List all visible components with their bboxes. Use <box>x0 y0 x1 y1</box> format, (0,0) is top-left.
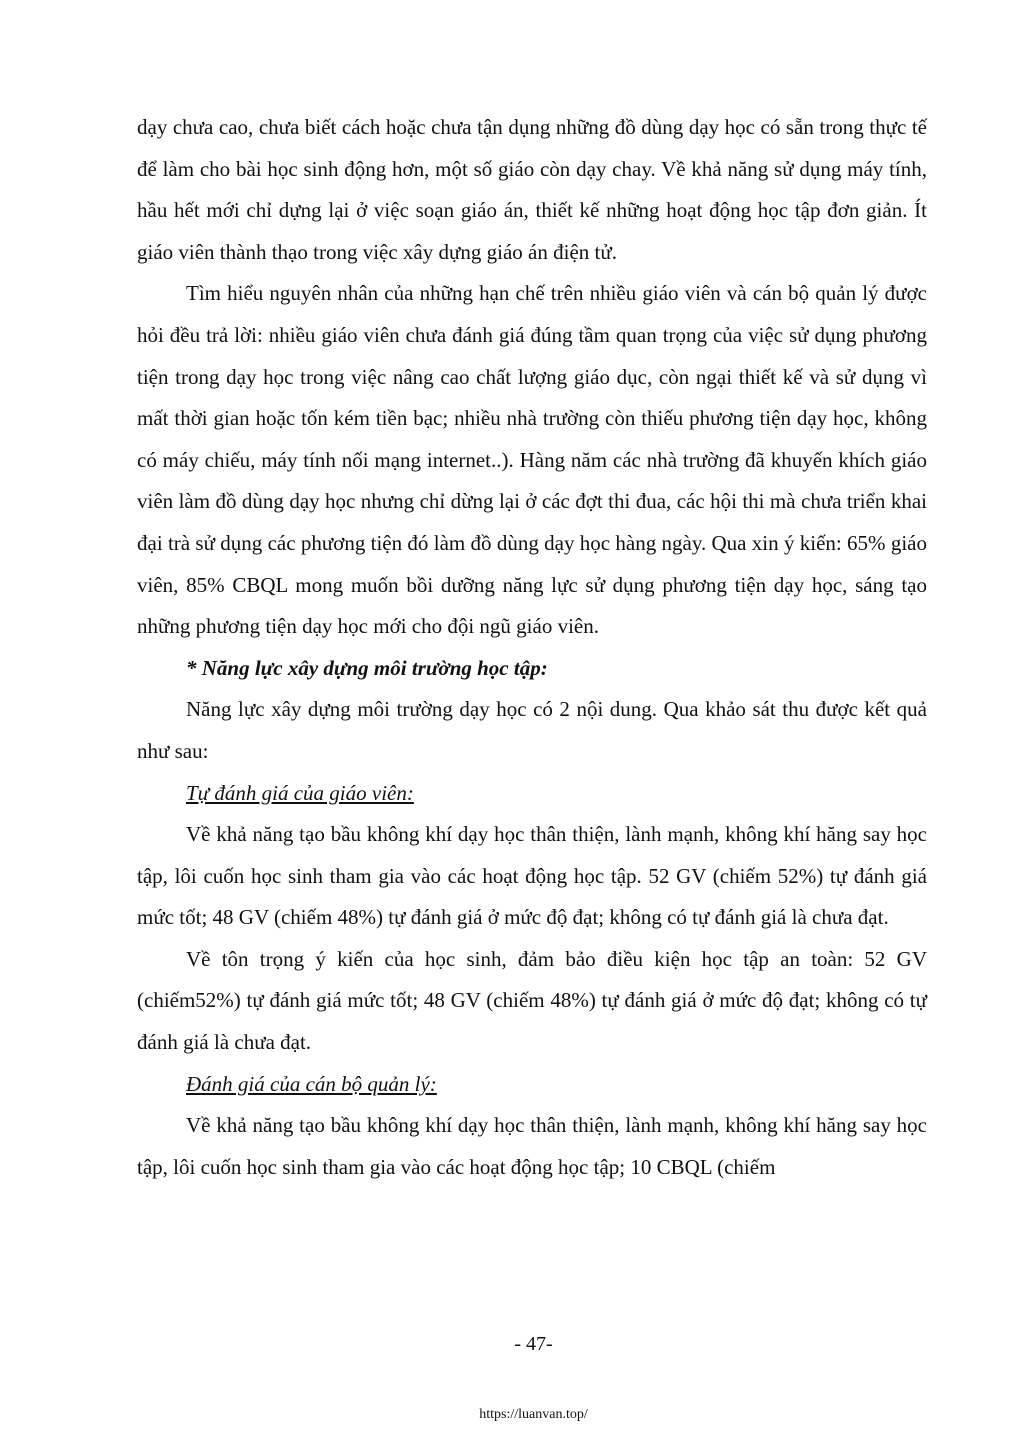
footer-url: https://luanvan.top/ <box>479 1407 588 1422</box>
subheading-teacher-self-assessment-wrapper <box>137 773 927 815</box>
document-body <box>137 107 927 1188</box>
paragraph-causes: Tìm hiểu nguyên nhân của những hạn chế trên nhiều giáo viên và cán bộ quản lý được hỏi đều trả lời: nhiều giáo viên chưa đánh giá đúng tầm quan trọng của việc sử dụng phương tiện trong dạy học trong việc nâng cao chất lượng giáo dục, còn ngại thiết kế và sử dụng vì mất thời gian hoặc tốn kém tiền bạc; nhiều nhà trường còn thiếu phương tiện dạy học, không có máy chiếu, máy tính nối mạng internet..). Hàng năm các nhà trường đã khuyến khích giáo viên làm đồ dùng dạy học nhưng chỉ dừng lại ở các đợt thi đua, các hội thi mà chưa triển khai đại trà sử dụng các phương tiện đó làm đồ dùng dạy học hàng ngày. Qua xin ý kiến: 65% giáo viên, 85% CBQL mong muốn bồi dưỡng năng lực sử dụng phương tiện dạy học, sáng tạo những phương tiện dạy học mới cho đội ngũ giáo viên. <box>137 281 927 639</box>
subheading-teacher-self-assessment: Tự đánh giá của giáo viên: <box>186 780 414 805</box>
subheading-manager-assessment: Đánh giá của cán bộ quản lý: <box>186 1071 437 1096</box>
page-number: - 47- <box>514 1333 553 1355</box>
paragraph-manager-atmosphere: Về khả năng tạo bầu không khí dạy học thân thiện, lành mạnh, không khí hăng say học tập, lôi cuốn học sinh tham gia vào các hoạt động học tập; 10 CBQL (chiếm <box>137 1113 927 1179</box>
paragraph-intro-continued: dạy chưa cao, chưa biết cách hoặc chưa tận dụng những đồ dùng dạy học có sẵn trong thực tế để làm cho bài học sinh động hơn, một số giáo còn dạy chay. Về khả năng sử dụng máy tính, hầu hết mới chỉ dựng lại ở việc soạn giáo án, thiết kế những hoạt động học tập đơn giản. Ít giáo viên thành thạo trong việc xây dựng giáo án điện tử. <box>137 115 927 264</box>
subheading-manager-assessment-wrapper <box>137 1064 927 1106</box>
paragraph-environment-intro: Năng lực xây dựng môi trường dạy học có 2 nội dung. Qua khảo sát thu được kết quả như sau: <box>137 697 927 763</box>
paragraph-teacher-respect: Về tôn trọng ý kiến của học sinh, đảm bảo điều kiện học tập an toàn: 52 GV (chiếm52%) tự đánh giá mức tốt; 48 GV (chiếm 48%) tự đánh giá ở mức độ đạt; không có tự đánh giá là chưa đạt. <box>137 946 927 1055</box>
paragraph-teacher-atmosphere: Về khả năng tạo bầu không khí dạy học thân thiện, lành mạnh, không khí hăng say học tập, lôi cuốn học sinh tham gia vào các hoạt động học tập. 52 GV (chiếm 52%) tự đánh giá mức tốt; 48 GV (chiếm 48%) tự đánh giá ở mức độ đạt; không có tự đánh giá là chưa đạt. <box>137 822 927 930</box>
section-heading-learning-environment: * Năng lực xây dựng môi trường học tập: <box>186 655 548 680</box>
